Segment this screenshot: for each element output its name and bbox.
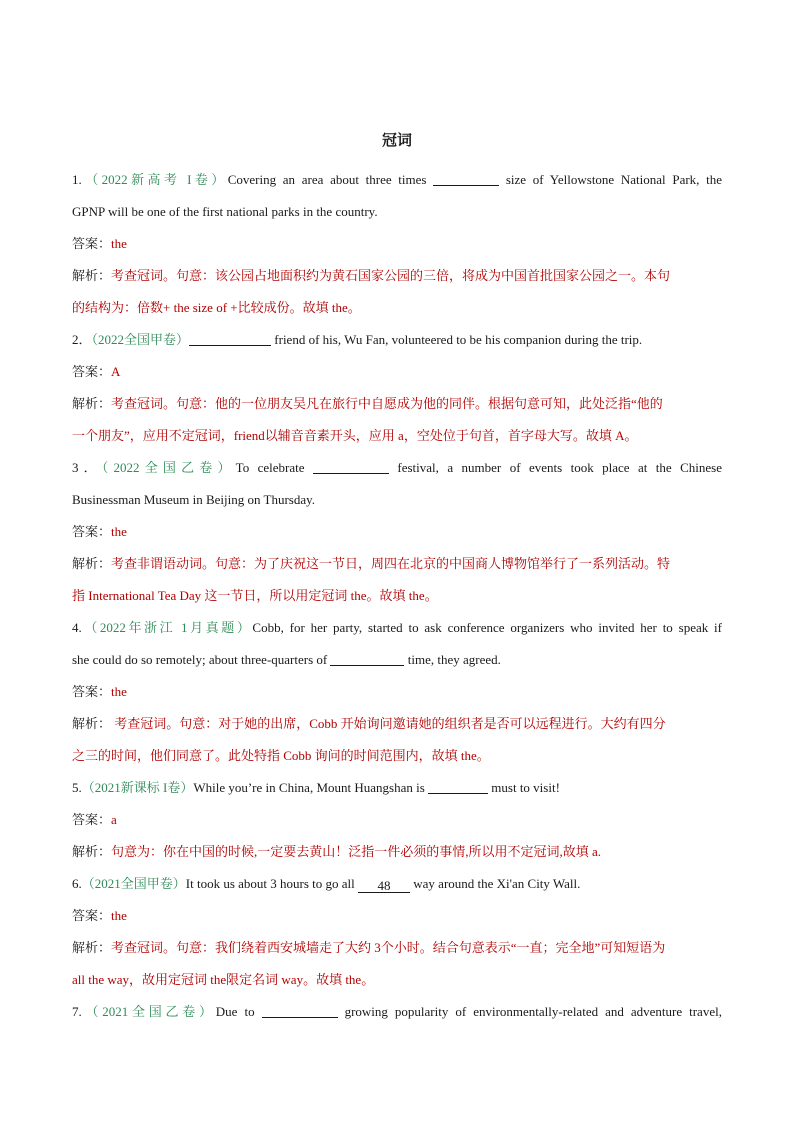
analysis-1-cont: 的结构为：倍数+ the size of +比较成份。故填 the。 [72,300,361,315]
answer-blank [428,781,488,794]
question-source: （2022年浙江 1月真题） [81,620,253,635]
answer-2: 答案：A [72,364,121,379]
question-source: （2021新课标 I卷） [81,780,194,795]
analysis-3-cont: 指 International Tea Day 这一节日，所以用定冠词 the。故填 the。 [72,588,438,603]
answer-3: 答案：the [72,524,127,539]
analysis-1: 解析：考查冠词。句意：该公园占地面积约为黄石国家公园的三倍，将成为中国首批国家公园之一。本句 [72,268,671,283]
question-3-cont: Businessman Museum in Beijing on Thursday. [72,492,316,507]
question-6: 6.（2021全国甲卷）It took us about 3 hours to go all 48 way around the Xi'an City Wall. [72,876,581,893]
answer-blank [262,1005,338,1018]
answer-blank [330,653,404,666]
analysis-3: 解析：考查非谓语动词。句意：为了庆祝这一节日，周四在北京的中国商人博物馆举行了一系列活动。特 [72,556,671,571]
question-4-cont: she could do so remotely; about three-quarters of time, they agreed. [72,652,501,667]
document-page [72,132,722,1028]
question-source: （2022新高考 I卷） [81,172,228,187]
analysis-2: 解析：考查冠词。句意：他的一位朋友吴凡在旅行中自愿成为他的同伴。根据句意可知，此处泛指“他的 [72,396,663,411]
analysis-4-cont: 之三的时间，他们同意了。此处特指 Cobb 询问的时间范围内，故填 the。 [72,748,490,763]
answer-blank [433,173,499,186]
question-1-cont: GPNP will be one of the first national parks in the country. [72,204,378,219]
answer-blank [313,461,389,474]
question-1: 1.（2022新高考 I卷）Covering an area about three times size of Yellowstone National Park, the [72,172,722,187]
question-source: （2022全国甲卷） [91,332,190,347]
question-source: （2022全国乙卷） [101,460,236,475]
answer-1: 答案：the [72,236,127,251]
question-7: 7.（2021全国乙卷）Due to growing popularity of environmentally-related and adventure travel, [72,1004,722,1019]
question-3: 3．（2022全国乙卷）To celebrate festival, a number of events took place at the Chinese [72,460,722,475]
answer-6: 答案：the [72,908,127,923]
analysis-5: 解析：句意为：你在中国的时候,一定要去黄山！泛指一件必须的事情,所以用不定冠词,故填 a. [72,844,602,859]
question-source: （2021全国甲卷） [81,876,186,891]
answer-5: 答案：a [72,812,117,827]
answer-4: 答案：the [72,684,127,699]
analysis-6-cont: all the way，故用定冠词 the限定名词 way。故填 the。 [72,972,375,987]
analysis-4: 解析： 考查冠词。句意：对于她的出席，Cobb 开始询问邀请她的组织者是否可以远程进行。大约有四分 [72,716,666,731]
question-source: （2021全国乙卷） [81,1004,216,1019]
question-2: 2．（2022全国甲卷） friend of his, Wu Fan, volunteered to be his companion during the trip. [72,332,643,347]
page-title: 冠词 [381,133,412,149]
analysis-6: 解析：考查冠词。句意：我们绕着西安城墙走了大约 3个小时。结合句意表示“一直；完全地”可知短语为 [72,940,666,955]
analysis-2-cont: 一个朋友”，应用不定冠词，friend以辅音音素开头，应用 a，空处位于句首，首字母大写。故填 A。 [72,428,638,443]
answer-blank [189,333,271,346]
answer-blank: 48 [358,880,410,893]
question-4: 4.（2022年浙江 1月真题）Cobb, for her party, started to ask conference organizers who invited her to speak if [72,620,722,635]
question-5: 5.（2021新课标 I卷）While you’re in China, Mount Huangshan is must to visit! [72,780,560,795]
